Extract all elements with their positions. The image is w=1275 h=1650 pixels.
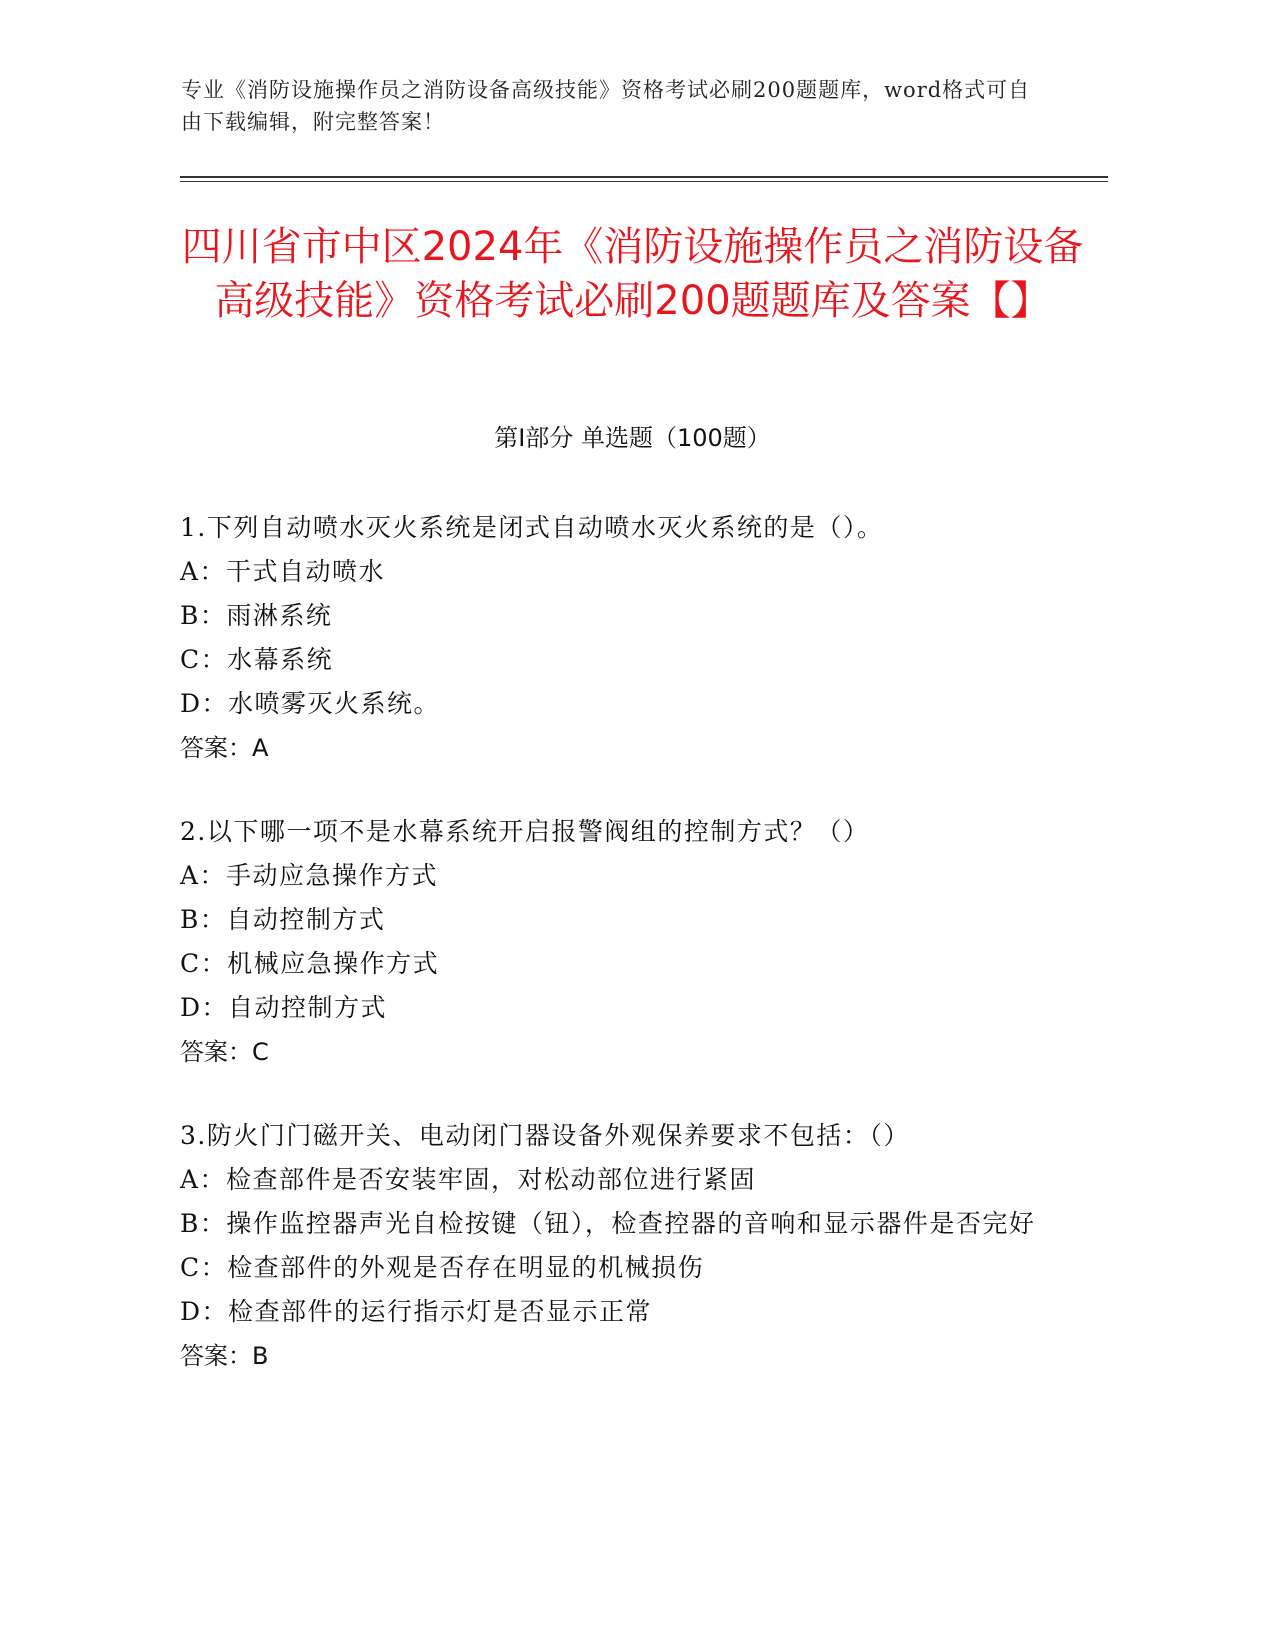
option-b: B：操作监控器声光自检按键（钮），检查控器的音响和显示器件是否完好 [180,1209,1036,1238]
question-stem: 3.防火门门磁开关、电动闭门器设备外观保养要求不包括：（） [180,1121,910,1150]
question-block [180,1114,1040,1378]
option-c: C：水幕系统 [180,645,334,674]
question-stem: 1.下列自动喷水灭火系统是闭式自动喷水灭火系统的是（）。 [180,513,884,542]
option-d: D：检查部件的运行指示灯是否显示正常 [180,1297,653,1326]
header-note: 专业《消防设施操作员之消防设备高级技能》资格考试必刷200题题库，word格式可自由下载编辑，附完整答案！ [181,78,1031,134]
question-stem: 2.以下哪一项不是水幕系统开启报警阀组的控制方式？（） [180,817,870,846]
option-b: B：自动控制方式 [180,905,386,934]
header-divider-thick [180,176,1108,178]
answer-line: 答案：C [180,1038,269,1066]
option-c: C：机械应急操作方式 [180,949,440,978]
option-a: A：手动应急操作方式 [180,861,439,890]
answer-line: 答案：A [180,734,269,762]
option-d: D：自动控制方式 [180,993,388,1022]
option-a: A：检查部件是否安装牢固，对松动部位进行紧固 [180,1165,757,1194]
question-block [180,810,1040,1074]
header-divider-thin [180,181,1108,182]
option-b: B：雨淋系统 [180,601,333,630]
option-a: A：干式自动喷水 [180,557,386,586]
document-title: 四川省市中区2024年《消防设施操作员之消防设备高级技能》资格考试必刷200题题库及答案【】 [181,224,1084,324]
question-block [180,506,1040,770]
option-c: C：检查部件的外观是否存在明显的机械损伤 [180,1253,705,1282]
section-heading: 第I部分 单选题（100题） [494,424,771,452]
answer-line: 答案：B [180,1342,269,1370]
option-d: D：水喷雾灭火系统。 [180,689,441,718]
